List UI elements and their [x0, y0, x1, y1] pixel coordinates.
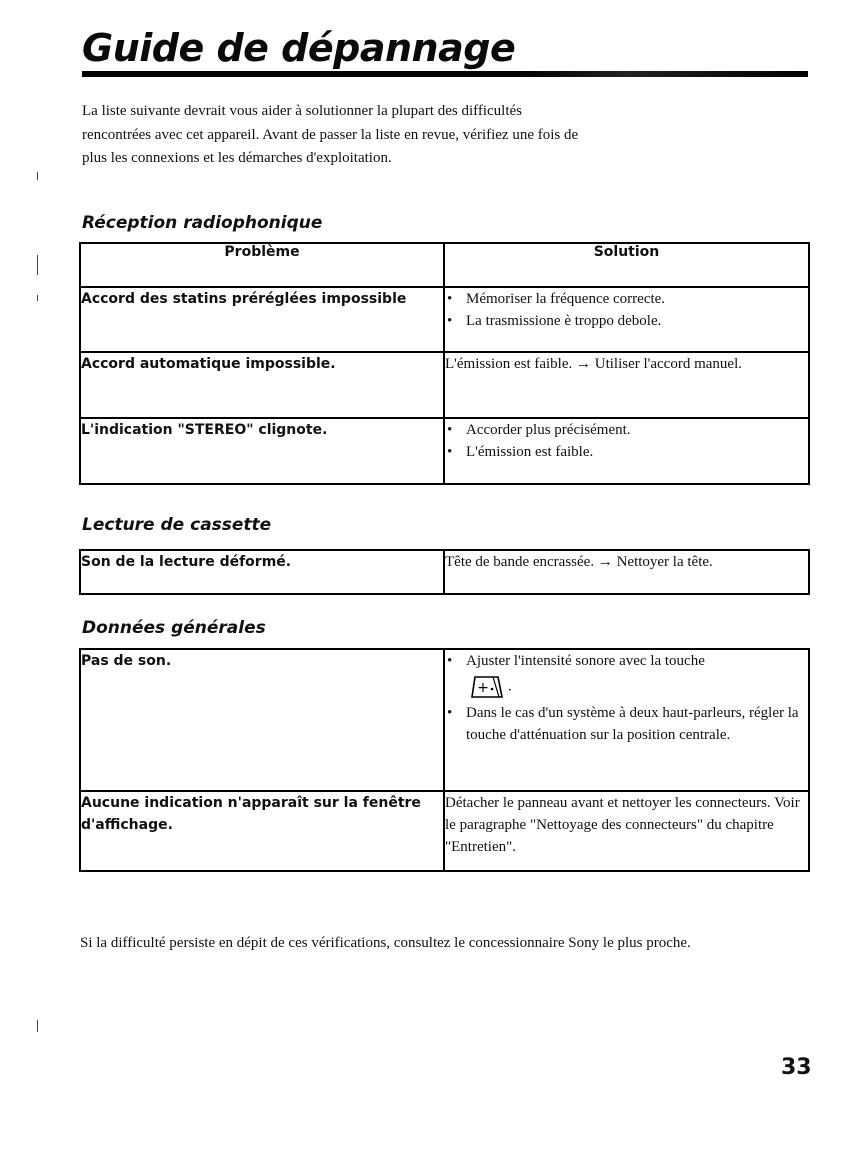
column-header-solution: Solution	[444, 243, 809, 287]
scan-mark	[37, 1020, 38, 1032]
problem-cell: Pas de son.	[80, 649, 444, 791]
list-item	[445, 650, 808, 702]
footer-note: Si la difficulté persiste en dépit de ces vérifications, consultez le concessionnaire Sony le plus proche.	[80, 935, 691, 951]
problem-cell: Accord des statins préréglées impossible	[80, 287, 444, 352]
section-heading-cassette: Lecture de cassette	[82, 515, 272, 535]
title-underline	[82, 71, 808, 77]
section-heading-radio: Réception radiophonique	[82, 213, 323, 233]
solution-list	[445, 419, 808, 463]
solution-cell	[444, 418, 809, 484]
solution-list	[445, 650, 808, 746]
solution-cell: Tête de bande encrassée. → Nettoyer la tête.	[444, 550, 809, 594]
scan-mark	[37, 172, 38, 180]
problem-cell: L'indication "STEREO" clignote.	[80, 418, 444, 484]
solution-cell	[444, 287, 809, 352]
radio-troubleshooting-table	[79, 242, 810, 485]
icon-period: .	[508, 678, 512, 695]
table-header-row	[80, 243, 809, 287]
page-title: Guide de dépannage	[82, 26, 516, 70]
table-row	[80, 352, 809, 418]
problem-cell: Son de la lecture déformé.	[80, 550, 444, 594]
problem-cell: Aucune indication n'apparaît sur la fenêtre d'affichage.	[80, 791, 444, 871]
solution-list	[445, 288, 808, 332]
solution-cell	[444, 649, 809, 791]
table-row	[80, 791, 809, 871]
list-item: • La trasmissione è troppo debole.	[445, 310, 808, 332]
cassette-troubleshooting-table	[79, 549, 810, 595]
scan-mark	[37, 255, 38, 275]
list-item: • Accorder plus précisément.	[445, 419, 808, 441]
volume-plus-key-label: +	[477, 680, 489, 696]
table-row	[80, 550, 809, 594]
column-header-problem: Problème	[80, 243, 444, 287]
page-number: 33	[781, 1055, 812, 1080]
list-item: • Mémoriser la fréquence correcte.	[445, 288, 808, 310]
problem-cell: Accord automatique impossible.	[80, 352, 444, 418]
table-row	[80, 418, 809, 484]
intro-paragraph: La liste suivante devrait vous aider à solutionner la plupart des difficultés rencontrées avec cet appareil. Avant de passer la liste en revue, vérifiez une fois de plus les connexions et les démarches d'exploitation.	[82, 103, 579, 166]
scan-mark	[37, 295, 38, 301]
solution-cell: L'émission est faible. → Utiliser l'accord manuel.	[444, 352, 809, 418]
list-item: • Dans le cas d'un système à deux haut-parleurs, régler la touche d'atténuation sur la position centrale.	[445, 702, 808, 746]
volume-plus-key-icon	[466, 675, 506, 699]
section-heading-general: Données générales	[82, 618, 266, 638]
general-troubleshooting-table	[79, 648, 810, 872]
list-item: • L'émission est faible.	[445, 441, 808, 463]
table-row	[80, 287, 809, 352]
volume-instruction-text: Ajuster l'intensité sonore avec la touche	[466, 653, 705, 669]
table-row	[80, 649, 809, 791]
solution-cell: Détacher le panneau avant et nettoyer les connecteurs. Voir le paragraphe "Nettoyage des connecteurs" du chapitre "Entretien".	[444, 791, 809, 871]
